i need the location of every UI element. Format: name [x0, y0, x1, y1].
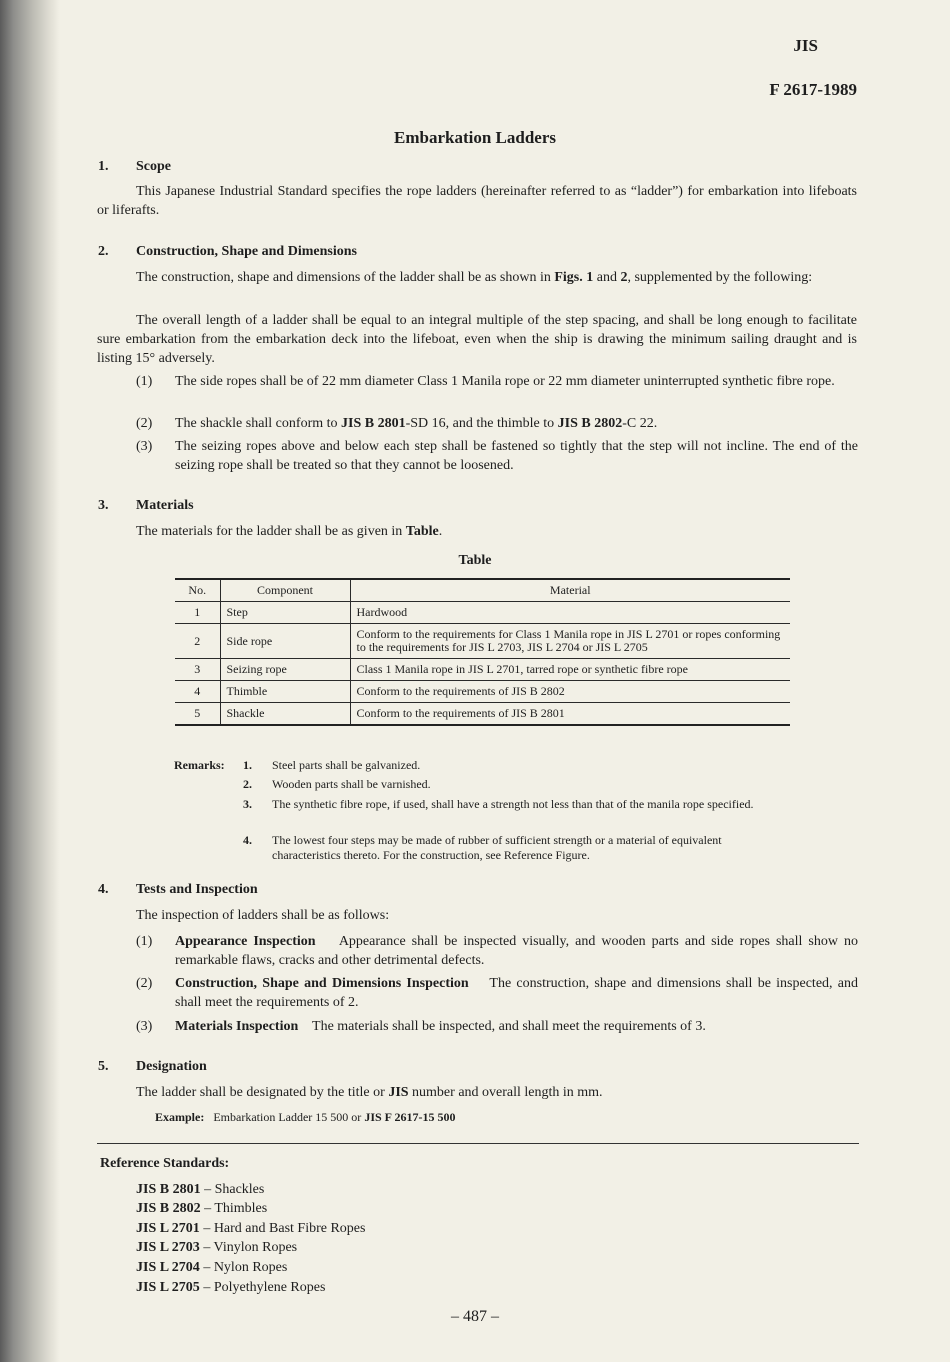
text-run: Appearance shall be inspected visually, and wooden parts and side ropes shall show no remarkable flaws, cracks and other detrimental defects. [175, 934, 858, 968]
scope-paragraph: This Japanese Industrial Standard specifies the rope ladders (hereinafter referred to as “ladder”) for embarkation into lifeboats or liferafts. [97, 184, 857, 218]
reference-standards-heading: Reference Standards: [100, 1156, 230, 1171]
remark-number: 1. [243, 758, 252, 772]
page-number: – 487 – [451, 1308, 499, 1325]
text-run: -C 22. [622, 416, 658, 431]
section-number: 4. [98, 882, 109, 897]
cell-no: 5 [175, 703, 220, 726]
cell-no: 4 [175, 681, 220, 703]
item-text [175, 414, 858, 433]
table-row [175, 681, 790, 703]
reference-code: JIS B 2801 [136, 1182, 201, 1197]
item-text: The seizing ropes above and below each step shall be fastened so tightly that the step will not incline. The end of the seizing rope shall be treated so that they cannot be loosened. [175, 439, 858, 473]
reference-item [136, 1258, 287, 1277]
item-number: (1) [136, 934, 153, 949]
text-run: number and overall length in mm. [408, 1085, 603, 1100]
section-number: 1. [98, 159, 109, 174]
text-run: The construction, shape and dimensions shall be inspected, and shall meet the requirements of 2. [175, 976, 858, 1010]
table-header-row [175, 579, 790, 602]
item-text [175, 932, 858, 970]
reference-item [136, 1199, 267, 1218]
text-run: The ladder shall be designated by the title or [136, 1085, 389, 1100]
item-number: (2) [136, 416, 153, 431]
reference-code: JIS L 2705 [136, 1280, 200, 1295]
reference-name: – Vinylon Ropes [203, 1240, 298, 1255]
item-text [175, 974, 858, 1012]
section-number: 5. [98, 1059, 109, 1074]
text-run: -SD 16, and the thimble to [405, 416, 558, 431]
table-row [175, 659, 790, 681]
remark-number: 4. [243, 833, 252, 847]
header-standard-number: F 2617-1989 [769, 80, 857, 99]
example-label: Example: [155, 1110, 205, 1124]
section-heading: Tests and Inspection [136, 882, 258, 897]
section-heading: Construction, Shape and Dimensions [136, 244, 357, 259]
cell-no: 3 [175, 659, 220, 681]
construction-item [136, 414, 858, 433]
divider-line [97, 1143, 859, 1144]
cell-component: Shackle [220, 703, 350, 726]
reference-item [136, 1219, 365, 1238]
remarks-label: Remarks: [174, 758, 225, 772]
reference-name: – Polyethylene Ropes [203, 1280, 326, 1295]
reference-name: – Hard and Bast Fibre Ropes [203, 1221, 366, 1236]
item-number: (2) [136, 976, 153, 991]
table-row [175, 624, 790, 659]
text-run: , supplemented by the following: [627, 270, 813, 285]
construction-paragraph-2: The overall length of a ladder shall be equal to an integral multiple of the step spacing, and shall be long enough to facilitate sure embarkation from the embarkation deck into the lifeboat, even when the ship is drawing the minimum sailing draught and is listing 15° adversely. [97, 313, 857, 366]
cell-material: Conform to the requirements of JIS B 2801 [350, 703, 790, 726]
remark-number: 2. [243, 777, 252, 791]
construction-item [136, 372, 858, 391]
text-run: The materials for the ladder shall be as given in [136, 524, 406, 539]
cell-no: 2 [175, 624, 220, 659]
construction-paragraph-1 [97, 268, 857, 287]
text-run: The construction, shape and dimensions of the ladder shall be as shown in [136, 270, 555, 285]
remark-number: 3. [243, 797, 252, 811]
text-run: . [438, 524, 443, 539]
construction-item [136, 437, 858, 475]
table-row [175, 602, 790, 624]
reference-code: JIS L 2701 [136, 1221, 200, 1236]
remark-text: Steel parts shall be galvanized. [272, 758, 421, 772]
document-title: Embarkation Ladders [394, 128, 556, 147]
column-header: No. [175, 579, 220, 602]
cell-material: Class 1 Manila rope in JIS L 2701, tarred rope or synthetic fibre rope [350, 659, 790, 681]
reference-name: – Shackles [204, 1182, 265, 1197]
cell-component: Thimble [220, 681, 350, 703]
standard-ref: JIS B 2801 [341, 416, 406, 431]
section-heading: Designation [136, 1059, 207, 1074]
reference-item [136, 1180, 264, 1199]
materials-table [175, 578, 790, 726]
section-number: 3. [98, 498, 109, 513]
text-run: The shackle shall conform to [175, 416, 342, 431]
figure-ref: 2 [620, 270, 628, 285]
cell-no: 1 [175, 602, 220, 624]
inspection-item [136, 1017, 858, 1036]
section-heading: Scope [136, 159, 171, 174]
header-jis: JIS [793, 36, 818, 55]
reference-name: – Thimbles [204, 1201, 268, 1216]
remark-text: Wooden parts shall be varnished. [272, 777, 431, 791]
table-row [175, 703, 790, 726]
table-title: Table [458, 553, 492, 568]
designation-example [155, 1110, 456, 1125]
jis-ref: JIS [388, 1085, 409, 1100]
column-header: Component [220, 579, 350, 602]
reference-item [136, 1238, 297, 1257]
inspection-item [136, 932, 858, 970]
item-text [175, 1017, 858, 1036]
example-code: JIS F 2617-15 500 [364, 1110, 456, 1124]
standard-ref: JIS B 2802 [557, 416, 623, 431]
item-heading: Construction, Shape and Dimensions Inspection [175, 976, 469, 991]
reference-code: JIS B 2802 [136, 1201, 201, 1216]
text-run: and [593, 270, 621, 285]
cell-component: Step [220, 602, 350, 624]
item-heading: Appearance Inspection [175, 934, 316, 949]
table-ref: Table [405, 524, 439, 539]
remark-text: The lowest four steps may be made of rubber of sufficient strength or a material of equivalent characteristics thereto. For the construction, see Reference Figure. [272, 833, 722, 862]
cell-component: Seizing rope [220, 659, 350, 681]
item-number: (3) [136, 1019, 153, 1034]
cell-material: Conform to the requirements of JIS B 2802 [350, 681, 790, 703]
reference-code: JIS L 2704 [136, 1260, 200, 1275]
cell-component: Side rope [220, 624, 350, 659]
item-number: (1) [136, 374, 153, 389]
reference-item [136, 1278, 325, 1297]
designation-paragraph [136, 1083, 603, 1102]
remark-text: The synthetic fibre rope, if used, shall have a strength not less than that of the manila rope specified. [272, 797, 754, 811]
section-heading: Materials [136, 498, 194, 513]
materials-intro [136, 522, 442, 541]
column-header: Material [350, 579, 790, 602]
inspection-item [136, 974, 858, 1012]
reference-code: JIS L 2703 [136, 1240, 200, 1255]
item-text: The side ropes shall be of 22 mm diameter Class 1 Manila rope or 22 mm diameter uninterrupted synthetic fibre rope. [175, 374, 835, 389]
cell-material: Conform to the requirements for Class 1 Manila rope in JIS L 2701 or ropes conforming to the requirements for JIS L 2703, JIS L 2704 or JIS L 2705 [350, 624, 790, 659]
text-run: The materials shall be inspected, and shall meet the requirements of 3. [312, 1019, 706, 1034]
figure-ref: Figs. 1 [554, 270, 594, 285]
item-heading: Materials Inspection [175, 1019, 299, 1034]
text-run: Embarkation Ladder 15 500 or [213, 1110, 365, 1124]
reference-name: – Nylon Ropes [203, 1260, 288, 1275]
cell-material: Hardwood [350, 602, 790, 624]
section-number: 2. [98, 244, 109, 259]
tests-intro: The inspection of ladders shall be as follows: [136, 908, 390, 923]
item-number: (3) [136, 439, 153, 454]
